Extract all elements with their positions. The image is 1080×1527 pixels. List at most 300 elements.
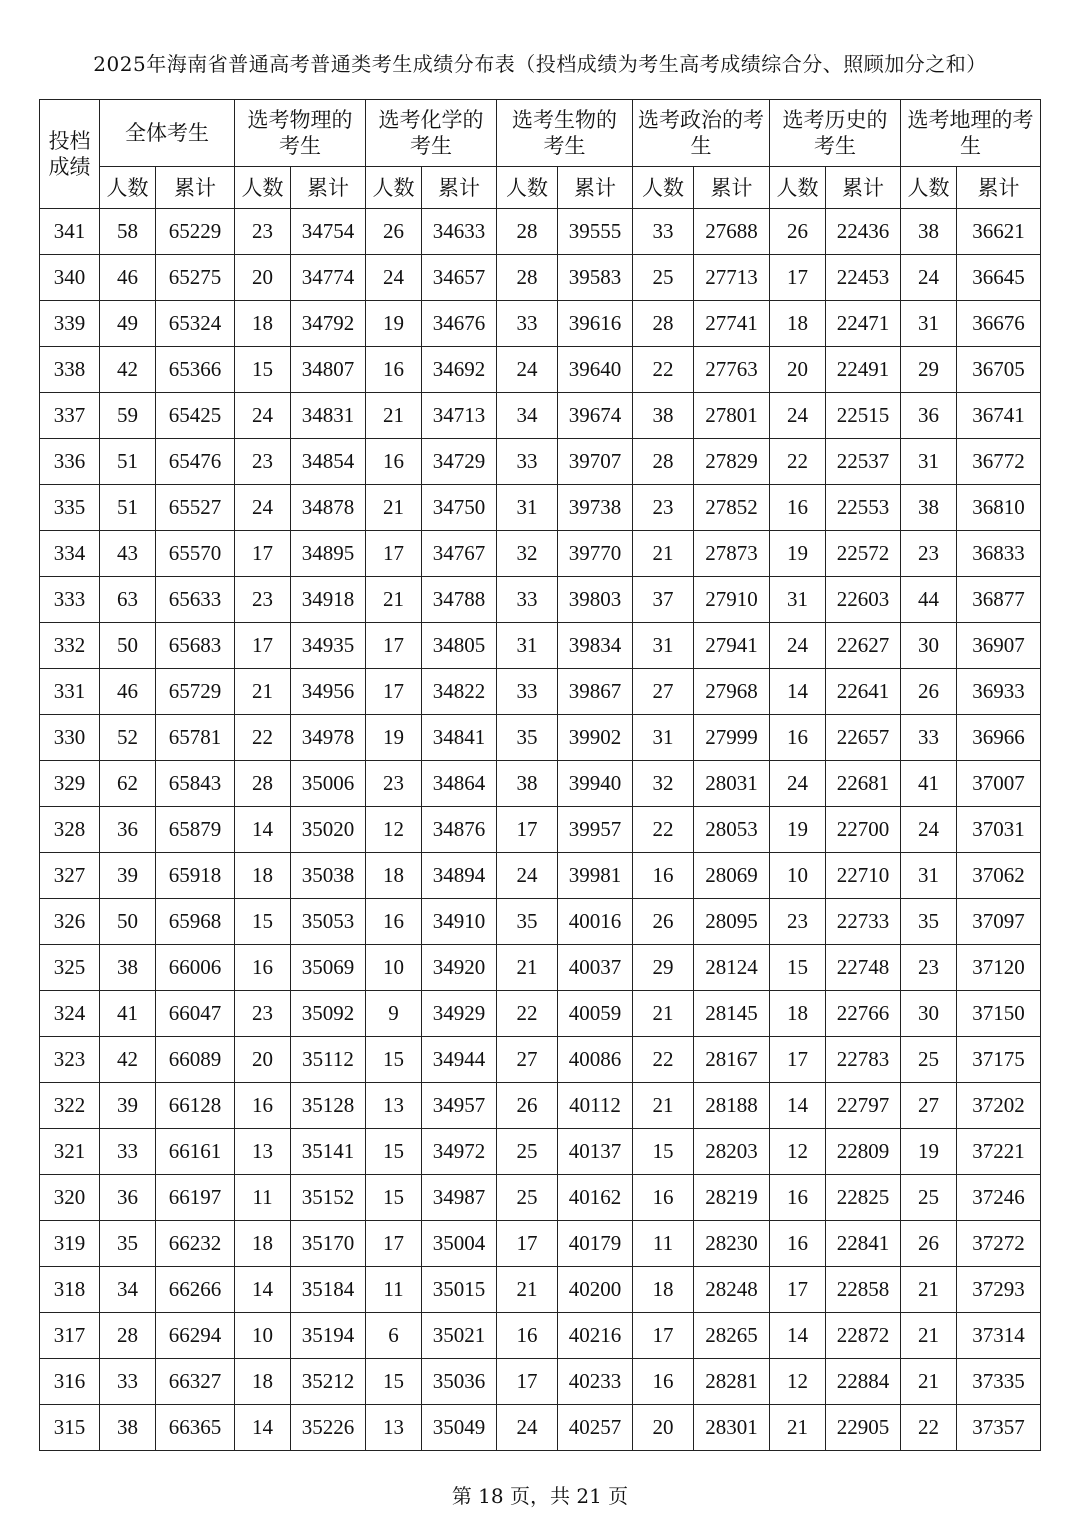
cumulative-cell: 37062 — [957, 853, 1041, 899]
table-row — [40, 1129, 1041, 1175]
cumulative-cell: 34729 — [422, 439, 497, 485]
count-cell: 16 — [633, 853, 694, 899]
count-cell: 41 — [901, 761, 957, 807]
count-header: 人数 — [901, 167, 957, 209]
count-cell: 51 — [100, 439, 156, 485]
count-cell: 21 — [366, 577, 422, 623]
cumulative-cell: 28281 — [694, 1359, 770, 1405]
group-header: 全体考生 — [100, 100, 235, 167]
count-cell: 33 — [901, 715, 957, 761]
count-cell: 59 — [100, 393, 156, 439]
cumulative-cell: 34767 — [422, 531, 497, 577]
cumulative-cell: 40179 — [558, 1221, 633, 1267]
count-cell: 33 — [497, 669, 558, 715]
cumulative-cell: 35128 — [291, 1083, 366, 1129]
cumulative-cell: 22872 — [826, 1313, 901, 1359]
score-cell: 325 — [40, 945, 100, 991]
cumulative-cell: 22858 — [826, 1267, 901, 1313]
count-cell: 21 — [901, 1313, 957, 1359]
cumulative-cell: 28167 — [694, 1037, 770, 1083]
count-cell: 26 — [770, 209, 826, 255]
count-cell: 17 — [366, 669, 422, 715]
count-cell: 62 — [100, 761, 156, 807]
count-header: 人数 — [100, 167, 156, 209]
cumulative-cell: 37314 — [957, 1313, 1041, 1359]
count-cell: 14 — [235, 1405, 291, 1451]
count-cell: 22 — [901, 1405, 957, 1451]
count-cell: 24 — [497, 347, 558, 393]
cumulative-cell: 37150 — [957, 991, 1041, 1037]
count-cell: 21 — [901, 1267, 957, 1313]
count-header: 人数 — [633, 167, 694, 209]
count-cell: 36 — [901, 393, 957, 439]
count-cell: 38 — [100, 945, 156, 991]
count-header: 人数 — [235, 167, 291, 209]
count-cell: 41 — [100, 991, 156, 1037]
cumulative-cell: 34633 — [422, 209, 497, 255]
count-cell: 35 — [100, 1221, 156, 1267]
score-distribution-table — [39, 99, 1041, 1451]
cumulative-cell: 37120 — [957, 945, 1041, 991]
table-row — [40, 1359, 1041, 1405]
count-cell: 23 — [770, 899, 826, 945]
cumulative-cell: 36877 — [957, 577, 1041, 623]
count-cell: 11 — [366, 1267, 422, 1313]
count-cell: 20 — [770, 347, 826, 393]
count-cell: 21 — [770, 1405, 826, 1451]
count-cell: 17 — [497, 807, 558, 853]
cumulative-cell: 40086 — [558, 1037, 633, 1083]
cumulative-cell: 34978 — [291, 715, 366, 761]
count-cell: 42 — [100, 1037, 156, 1083]
cumulative-cell: 36621 — [957, 209, 1041, 255]
cumulative-cell: 28219 — [694, 1175, 770, 1221]
count-cell: 27 — [901, 1083, 957, 1129]
count-cell: 10 — [770, 853, 826, 899]
cumulative-cell: 35226 — [291, 1405, 366, 1451]
count-cell: 33 — [633, 209, 694, 255]
cumulative-cell: 36933 — [957, 669, 1041, 715]
count-cell: 25 — [901, 1037, 957, 1083]
cumulative-cell: 22515 — [826, 393, 901, 439]
count-cell: 22 — [633, 347, 694, 393]
cumulative-cell: 22748 — [826, 945, 901, 991]
cumulative-cell: 37097 — [957, 899, 1041, 945]
cumulative-cell: 34692 — [422, 347, 497, 393]
count-cell: 14 — [770, 669, 826, 715]
cumulative-cell: 34929 — [422, 991, 497, 1037]
table-row — [40, 347, 1041, 393]
table-row — [40, 577, 1041, 623]
cumulative-header: 累计 — [957, 167, 1041, 209]
table-body — [40, 209, 1041, 1451]
count-cell: 22 — [770, 439, 826, 485]
cumulative-cell: 39738 — [558, 485, 633, 531]
score-cell: 320 — [40, 1175, 100, 1221]
cumulative-cell: 35049 — [422, 1405, 497, 1451]
cumulative-cell: 28145 — [694, 991, 770, 1037]
cumulative-cell: 34805 — [422, 623, 497, 669]
cumulative-cell: 40200 — [558, 1267, 633, 1313]
score-cell: 329 — [40, 761, 100, 807]
count-cell: 38 — [100, 1405, 156, 1451]
cumulative-cell: 34788 — [422, 577, 497, 623]
count-cell: 10 — [366, 945, 422, 991]
count-cell: 15 — [366, 1175, 422, 1221]
cumulative-cell: 34854 — [291, 439, 366, 485]
cumulative-cell: 22884 — [826, 1359, 901, 1405]
score-cell: 326 — [40, 899, 100, 945]
count-cell: 24 — [901, 255, 957, 301]
score-cell: 316 — [40, 1359, 100, 1405]
cumulative-cell: 34957 — [422, 1083, 497, 1129]
cumulative-cell: 22733 — [826, 899, 901, 945]
cumulative-cell: 40257 — [558, 1405, 633, 1451]
count-cell: 10 — [235, 1313, 291, 1359]
cumulative-cell: 28248 — [694, 1267, 770, 1313]
count-cell: 31 — [497, 623, 558, 669]
cumulative-cell: 34864 — [422, 761, 497, 807]
table-row — [40, 945, 1041, 991]
count-cell: 17 — [770, 255, 826, 301]
cumulative-cell: 35038 — [291, 853, 366, 899]
count-cell: 23 — [366, 761, 422, 807]
group-header: 选考历史的考生 — [770, 100, 901, 167]
group-header: 选考生物的考生 — [497, 100, 633, 167]
cumulative-cell: 27968 — [694, 669, 770, 715]
count-cell: 24 — [770, 623, 826, 669]
count-cell: 17 — [770, 1267, 826, 1313]
score-cell: 321 — [40, 1129, 100, 1175]
cumulative-cell: 22603 — [826, 577, 901, 623]
count-cell: 31 — [497, 485, 558, 531]
cumulative-header: 累计 — [291, 167, 366, 209]
cumulative-cell: 35021 — [422, 1313, 497, 1359]
cumulative-cell: 34944 — [422, 1037, 497, 1083]
count-cell: 24 — [770, 393, 826, 439]
cumulative-cell: 22572 — [826, 531, 901, 577]
cumulative-cell: 66266 — [156, 1267, 235, 1313]
cumulative-cell: 22537 — [826, 439, 901, 485]
cumulative-cell: 22453 — [826, 255, 901, 301]
count-cell: 14 — [770, 1083, 826, 1129]
cumulative-cell: 37272 — [957, 1221, 1041, 1267]
cumulative-cell: 35212 — [291, 1359, 366, 1405]
cumulative-cell: 34831 — [291, 393, 366, 439]
count-cell: 39 — [100, 1083, 156, 1129]
cumulative-cell: 34750 — [422, 485, 497, 531]
cumulative-cell: 36833 — [957, 531, 1041, 577]
count-cell: 22 — [235, 715, 291, 761]
score-cell: 340 — [40, 255, 100, 301]
count-cell: 15 — [770, 945, 826, 991]
cumulative-cell: 22641 — [826, 669, 901, 715]
count-cell: 16 — [770, 1175, 826, 1221]
count-cell: 22 — [497, 991, 558, 1037]
cumulative-cell: 27713 — [694, 255, 770, 301]
count-header: 人数 — [366, 167, 422, 209]
count-cell: 20 — [235, 1037, 291, 1083]
cumulative-cell: 28265 — [694, 1313, 770, 1359]
cumulative-cell: 22783 — [826, 1037, 901, 1083]
count-cell: 17 — [497, 1221, 558, 1267]
count-cell: 33 — [497, 577, 558, 623]
cumulative-cell: 66161 — [156, 1129, 235, 1175]
cumulative-cell: 35092 — [291, 991, 366, 1037]
cumulative-cell: 35112 — [291, 1037, 366, 1083]
count-header: 人数 — [497, 167, 558, 209]
count-cell: 19 — [366, 301, 422, 347]
count-cell: 33 — [100, 1359, 156, 1405]
count-cell: 46 — [100, 669, 156, 715]
cumulative-cell: 34754 — [291, 209, 366, 255]
cumulative-cell: 28124 — [694, 945, 770, 991]
count-cell: 30 — [901, 991, 957, 1037]
cumulative-cell: 28069 — [694, 853, 770, 899]
group-header: 选考地理的考生 — [901, 100, 1041, 167]
count-cell: 13 — [366, 1083, 422, 1129]
cumulative-cell: 35152 — [291, 1175, 366, 1221]
cumulative-cell: 27801 — [694, 393, 770, 439]
cumulative-cell: 22471 — [826, 301, 901, 347]
cumulative-cell: 34841 — [422, 715, 497, 761]
count-cell: 35 — [497, 899, 558, 945]
score-cell: 332 — [40, 623, 100, 669]
count-cell: 34 — [100, 1267, 156, 1313]
cumulative-cell: 65683 — [156, 623, 235, 669]
cumulative-cell: 40162 — [558, 1175, 633, 1221]
cumulative-cell: 66089 — [156, 1037, 235, 1083]
score-cell: 337 — [40, 393, 100, 439]
cumulative-cell: 34878 — [291, 485, 366, 531]
count-cell: 19 — [770, 531, 826, 577]
cumulative-cell: 22436 — [826, 209, 901, 255]
count-cell: 58 — [100, 209, 156, 255]
group-header: 选考化学的考生 — [366, 100, 497, 167]
cumulative-cell: 22700 — [826, 807, 901, 853]
cumulative-cell: 65476 — [156, 439, 235, 485]
cumulative-cell: 65527 — [156, 485, 235, 531]
count-cell: 24 — [901, 807, 957, 853]
cumulative-header: 累计 — [422, 167, 497, 209]
count-cell: 19 — [901, 1129, 957, 1175]
table-row — [40, 623, 1041, 669]
cumulative-cell: 34676 — [422, 301, 497, 347]
count-cell: 24 — [235, 393, 291, 439]
cumulative-cell: 28301 — [694, 1405, 770, 1451]
score-cell: 315 — [40, 1405, 100, 1451]
score-cell: 328 — [40, 807, 100, 853]
count-cell: 20 — [633, 1405, 694, 1451]
count-cell: 39 — [100, 853, 156, 899]
count-cell: 25 — [901, 1175, 957, 1221]
cumulative-cell: 34910 — [422, 899, 497, 945]
count-cell: 15 — [633, 1129, 694, 1175]
count-cell: 18 — [366, 853, 422, 899]
count-cell: 63 — [100, 577, 156, 623]
count-cell: 17 — [235, 531, 291, 577]
score-cell: 330 — [40, 715, 100, 761]
count-cell: 16 — [366, 899, 422, 945]
score-cell: 331 — [40, 669, 100, 715]
count-cell: 26 — [633, 899, 694, 945]
count-cell: 24 — [497, 853, 558, 899]
score-cell: 334 — [40, 531, 100, 577]
cumulative-cell: 39555 — [558, 209, 633, 255]
table-row — [40, 1175, 1041, 1221]
cumulative-cell: 27941 — [694, 623, 770, 669]
cumulative-cell: 34935 — [291, 623, 366, 669]
cumulative-cell: 34987 — [422, 1175, 497, 1221]
count-cell: 23 — [235, 577, 291, 623]
count-cell: 6 — [366, 1313, 422, 1359]
cumulative-cell: 22553 — [826, 485, 901, 531]
cumulative-cell: 35170 — [291, 1221, 366, 1267]
count-cell: 19 — [770, 807, 826, 853]
count-cell: 31 — [901, 301, 957, 347]
cumulative-cell: 35015 — [422, 1267, 497, 1313]
count-cell: 31 — [901, 439, 957, 485]
count-cell: 15 — [366, 1129, 422, 1175]
cumulative-cell: 39834 — [558, 623, 633, 669]
count-cell: 16 — [235, 1083, 291, 1129]
score-cell: 318 — [40, 1267, 100, 1313]
score-cell: 317 — [40, 1313, 100, 1359]
cumulative-cell: 34972 — [422, 1129, 497, 1175]
cumulative-cell: 39770 — [558, 531, 633, 577]
cumulative-cell: 27763 — [694, 347, 770, 393]
cumulative-cell: 66128 — [156, 1083, 235, 1129]
page-title: 2025年海南省普通高考普通类考生成绩分布表（投档成绩为考生高考成绩综合分、照顾加分之和） — [93, 52, 987, 76]
count-cell: 35 — [497, 715, 558, 761]
table-row — [40, 991, 1041, 1037]
cumulative-cell: 39616 — [558, 301, 633, 347]
count-cell: 36 — [100, 807, 156, 853]
count-cell: 38 — [901, 209, 957, 255]
cumulative-cell: 37175 — [957, 1037, 1041, 1083]
score-cell: 335 — [40, 485, 100, 531]
table-row — [40, 439, 1041, 485]
cumulative-cell: 65229 — [156, 209, 235, 255]
score-column-header: 投档成绩 — [40, 100, 100, 209]
count-cell: 16 — [497, 1313, 558, 1359]
count-cell: 15 — [235, 347, 291, 393]
count-cell: 13 — [235, 1129, 291, 1175]
count-cell: 24 — [497, 1405, 558, 1451]
table-row — [40, 899, 1041, 945]
cumulative-cell: 28188 — [694, 1083, 770, 1129]
count-cell: 23 — [235, 991, 291, 1037]
count-cell: 33 — [497, 439, 558, 485]
cumulative-cell: 36741 — [957, 393, 1041, 439]
cumulative-cell: 39640 — [558, 347, 633, 393]
count-cell: 9 — [366, 991, 422, 1037]
cumulative-cell: 37335 — [957, 1359, 1041, 1405]
count-cell: 18 — [770, 991, 826, 1037]
count-cell: 13 — [366, 1405, 422, 1451]
cumulative-cell: 40037 — [558, 945, 633, 991]
count-cell: 24 — [770, 761, 826, 807]
cumulative-cell: 22766 — [826, 991, 901, 1037]
cumulative-cell: 37031 — [957, 807, 1041, 853]
count-cell: 15 — [366, 1037, 422, 1083]
table-row — [40, 393, 1041, 439]
cumulative-cell: 34792 — [291, 301, 366, 347]
count-cell: 11 — [235, 1175, 291, 1221]
cumulative-cell: 66232 — [156, 1221, 235, 1267]
cumulative-cell: 28031 — [694, 761, 770, 807]
score-cell: 341 — [40, 209, 100, 255]
cumulative-cell: 65425 — [156, 393, 235, 439]
cumulative-cell: 40016 — [558, 899, 633, 945]
table-row — [40, 761, 1041, 807]
table-row — [40, 531, 1041, 577]
cumulative-cell: 35006 — [291, 761, 366, 807]
cumulative-cell: 65366 — [156, 347, 235, 393]
cumulative-cell: 27852 — [694, 485, 770, 531]
cumulative-cell: 22797 — [826, 1083, 901, 1129]
cumulative-cell: 22841 — [826, 1221, 901, 1267]
header-row-groups — [40, 100, 1041, 167]
count-cell: 31 — [633, 623, 694, 669]
count-cell: 28 — [633, 439, 694, 485]
cumulative-cell: 27688 — [694, 209, 770, 255]
cumulative-cell: 37202 — [957, 1083, 1041, 1129]
header-row-subcolumns — [40, 167, 1041, 209]
cumulative-cell: 27910 — [694, 577, 770, 623]
cumulative-cell: 65324 — [156, 301, 235, 347]
count-cell: 24 — [235, 485, 291, 531]
cumulative-cell: 40112 — [558, 1083, 633, 1129]
count-cell: 12 — [770, 1129, 826, 1175]
count-cell: 26 — [497, 1083, 558, 1129]
cumulative-cell: 34894 — [422, 853, 497, 899]
cumulative-header: 累计 — [156, 167, 235, 209]
count-cell: 34 — [497, 393, 558, 439]
page-footer: 第 18 页，共 21 页 — [451, 1484, 629, 1508]
count-cell: 18 — [235, 1221, 291, 1267]
cumulative-cell: 39803 — [558, 577, 633, 623]
count-cell: 21 — [366, 485, 422, 531]
cumulative-cell: 40137 — [558, 1129, 633, 1175]
cumulative-cell: 40233 — [558, 1359, 633, 1405]
cumulative-cell: 39583 — [558, 255, 633, 301]
count-cell: 50 — [100, 623, 156, 669]
count-cell: 38 — [901, 485, 957, 531]
cumulative-cell: 28203 — [694, 1129, 770, 1175]
count-cell: 22 — [633, 1037, 694, 1083]
cumulative-header: 累计 — [694, 167, 770, 209]
count-cell: 21 — [235, 669, 291, 715]
cumulative-cell: 22657 — [826, 715, 901, 761]
group-header: 选考政治的考生 — [633, 100, 770, 167]
count-cell: 21 — [901, 1359, 957, 1405]
score-cell: 338 — [40, 347, 100, 393]
count-cell: 16 — [633, 1175, 694, 1221]
table-row — [40, 1313, 1041, 1359]
score-cell: 323 — [40, 1037, 100, 1083]
count-cell: 32 — [633, 761, 694, 807]
score-cell: 336 — [40, 439, 100, 485]
cumulative-cell: 39867 — [558, 669, 633, 715]
count-cell: 17 — [235, 623, 291, 669]
cumulative-cell: 35004 — [422, 1221, 497, 1267]
cumulative-cell: 36966 — [957, 715, 1041, 761]
count-cell: 26 — [366, 209, 422, 255]
count-cell: 15 — [366, 1359, 422, 1405]
cumulative-cell: 40059 — [558, 991, 633, 1037]
table-row — [40, 1037, 1041, 1083]
